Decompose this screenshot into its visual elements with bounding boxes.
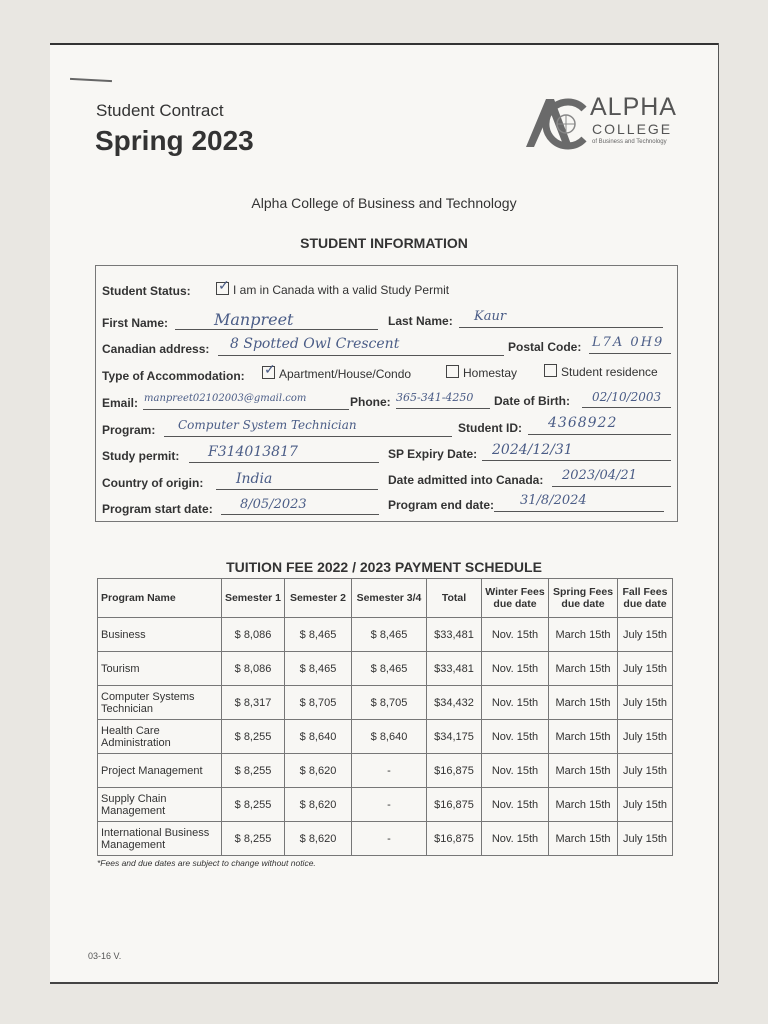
email-value[interactable]: manpreet02102003@gmail.com (144, 393, 307, 404)
cell: $ 8,255 (222, 720, 285, 754)
cell: $16,875 (427, 788, 482, 822)
end-date-label: Program end date: (388, 498, 495, 512)
cell: $ 8,620 (285, 754, 352, 788)
date-admitted-label: Date admitted into Canada: (388, 473, 544, 487)
table-header-row (98, 579, 673, 618)
cell: $ 8,620 (285, 788, 352, 822)
cell: $ 8,640 (352, 720, 427, 754)
study-permit-label: Study permit: (102, 449, 180, 463)
end-date-value[interactable]: 31/8/2024 (520, 493, 587, 508)
cell: $33,481 (427, 618, 482, 652)
pen-mark (70, 78, 112, 82)
fees-note: *Fees and due dates are subject to change without notice. (97, 858, 316, 868)
document-title: Student Contract (96, 101, 224, 120)
cell: - (352, 822, 427, 856)
table-row (98, 822, 673, 856)
sp-expiry-value[interactable]: 2024/12/31 (492, 442, 573, 458)
cell-program: Supply Chain Management (98, 788, 222, 822)
cell: $16,875 (427, 822, 482, 856)
header-sem1: Semester 1 (222, 579, 285, 618)
logo-alpha: ALPHA (590, 93, 677, 121)
cell-program: Tourism (98, 652, 222, 686)
college-name: Alpha College of Business and Technology (251, 195, 517, 211)
table-row (98, 754, 673, 788)
residence-checkbox[interactable] (544, 364, 557, 377)
homestay-checkbox[interactable] (446, 365, 459, 378)
cell: $34,175 (427, 720, 482, 754)
table-row (98, 686, 673, 720)
student-info-box (95, 265, 678, 522)
apartment-checkbox[interactable] (262, 361, 276, 379)
last-name-value[interactable]: Kaur (474, 309, 507, 324)
cell: Nov. 15th (482, 788, 549, 822)
status-label: Student Status: (102, 284, 191, 298)
residence-text: Student residence (561, 365, 658, 379)
homestay-text: Homestay (463, 366, 518, 380)
cell: $ 8,465 (352, 652, 427, 686)
cell: $ 8,317 (222, 686, 285, 720)
header-sem2: Semester 2 (285, 579, 352, 618)
logo-subtitle: of Business and Technology (592, 139, 667, 145)
cell: Nov. 15th (482, 686, 549, 720)
status-checkbox[interactable] (216, 277, 230, 295)
cell: - (352, 788, 427, 822)
table-row (98, 788, 673, 822)
cell-program: Computer Systems Technician (98, 686, 222, 720)
accommodation-option-homestay[interactable] (446, 365, 517, 380)
cell: Nov. 15th (482, 720, 549, 754)
first-name-value[interactable]: Manpreet (214, 310, 294, 329)
cell: July 15th (618, 720, 673, 754)
cell: March 15th (549, 720, 618, 754)
header-sem34: Semester 3/4 (352, 579, 427, 618)
table-row (98, 720, 673, 754)
start-date-value[interactable]: 8/05/2023 (240, 497, 307, 512)
cell: March 15th (549, 618, 618, 652)
cell: - (352, 754, 427, 788)
cell: Nov. 15th (482, 822, 549, 856)
student-id-value[interactable]: 4368922 (548, 415, 618, 431)
cell-program: International Business Management (98, 822, 222, 856)
contract-page (50, 43, 718, 982)
header-total: Total (427, 579, 482, 618)
program-value[interactable]: Computer System Technician (178, 418, 357, 432)
header-spring: Spring Fees due date (549, 579, 618, 618)
cell: Nov. 15th (482, 652, 549, 686)
last-name-label: Last Name: (388, 314, 453, 328)
status-option-text: I am in Canada with a valid Study Permit (233, 283, 450, 297)
version-label: 03-16 V. (88, 951, 122, 961)
cell: March 15th (549, 788, 618, 822)
start-date-label: Program start date: (102, 502, 213, 516)
accommodation-option-apartment[interactable] (262, 361, 412, 381)
cell: $ 8,255 (222, 754, 285, 788)
cell: $ 8,255 (222, 788, 285, 822)
cell: $ 8,255 (222, 822, 285, 856)
student-id-label: Student ID: (458, 421, 522, 435)
cell: $ 8,465 (285, 618, 352, 652)
accommodation-option-residence[interactable] (544, 364, 658, 379)
tuition-table (97, 578, 673, 856)
header-program: Program Name (98, 579, 222, 618)
cell: July 15th (618, 652, 673, 686)
first-name-label: First Name: (102, 316, 169, 330)
student-info-title: STUDENT INFORMATION (300, 235, 468, 251)
check-icon: ✓ (218, 277, 230, 293)
dob-value[interactable]: 02/10/2003 (592, 390, 662, 404)
check-icon: ✓ (264, 361, 276, 377)
logo-mark-icon (522, 93, 588, 151)
cell: July 15th (618, 788, 673, 822)
study-permit-value[interactable]: F314013817 (208, 444, 298, 460)
cell: $ 8,465 (352, 618, 427, 652)
address-label: Canadian address: (102, 342, 210, 356)
dob-label: Date of Birth: (494, 394, 570, 408)
cell: March 15th (549, 754, 618, 788)
phone-label: Phone: (350, 395, 391, 409)
header-fall: Fall Fees due date (618, 579, 673, 618)
cell: March 15th (549, 822, 618, 856)
college-logo (522, 93, 682, 153)
table-row (98, 618, 673, 652)
cell: July 15th (618, 822, 673, 856)
cell: $33,481 (427, 652, 482, 686)
cell: March 15th (549, 686, 618, 720)
cell: Nov. 15th (482, 618, 549, 652)
header-winter: Winter Fees due date (482, 579, 549, 618)
address-value[interactable]: 8 Spotted Owl Crescent (230, 336, 400, 352)
status-option[interactable] (216, 277, 450, 297)
cell-program: Business (98, 618, 222, 652)
cell: July 15th (618, 618, 673, 652)
email-label: Email: (102, 396, 139, 410)
cell: July 15th (618, 686, 673, 720)
tuition-title: TUITION FEE 2022 / 2023 PAYMENT SCHEDULE (226, 559, 542, 575)
cell: $ 8,640 (285, 720, 352, 754)
country-value[interactable]: India (236, 471, 273, 487)
sp-expiry-label: SP Expiry Date: (388, 447, 478, 461)
cell: July 15th (618, 754, 673, 788)
cell-program: Health Care Administration (98, 720, 222, 754)
cell-program: Project Management (98, 754, 222, 788)
cell: $ 8,465 (285, 652, 352, 686)
cell: $ 8,086 (222, 652, 285, 686)
logo-college: COLLEGE (592, 121, 673, 137)
postal-label: Postal Code: (508, 340, 582, 354)
cell: $ 8,705 (285, 686, 352, 720)
accommodation-label: Type of Accommodation: (102, 369, 245, 383)
country-label: Country of origin: (102, 476, 204, 490)
cell: $34,432 (427, 686, 482, 720)
date-admitted-value[interactable]: 2023/04/21 (562, 468, 637, 483)
cell: $ 8,705 (352, 686, 427, 720)
postal-value[interactable]: L7A 0H9 (592, 335, 665, 350)
apartment-text: Apartment/House/Condo (279, 367, 412, 381)
table-row (98, 652, 673, 686)
document-season: Spring 2023 (95, 125, 254, 156)
cell: $ 8,086 (222, 618, 285, 652)
cell: Nov. 15th (482, 754, 549, 788)
cell: $ 8,620 (285, 822, 352, 856)
program-label: Program: (102, 423, 156, 437)
cell: March 15th (549, 652, 618, 686)
cell: $16,875 (427, 754, 482, 788)
phone-value[interactable]: 365-341-4250 (396, 391, 474, 404)
